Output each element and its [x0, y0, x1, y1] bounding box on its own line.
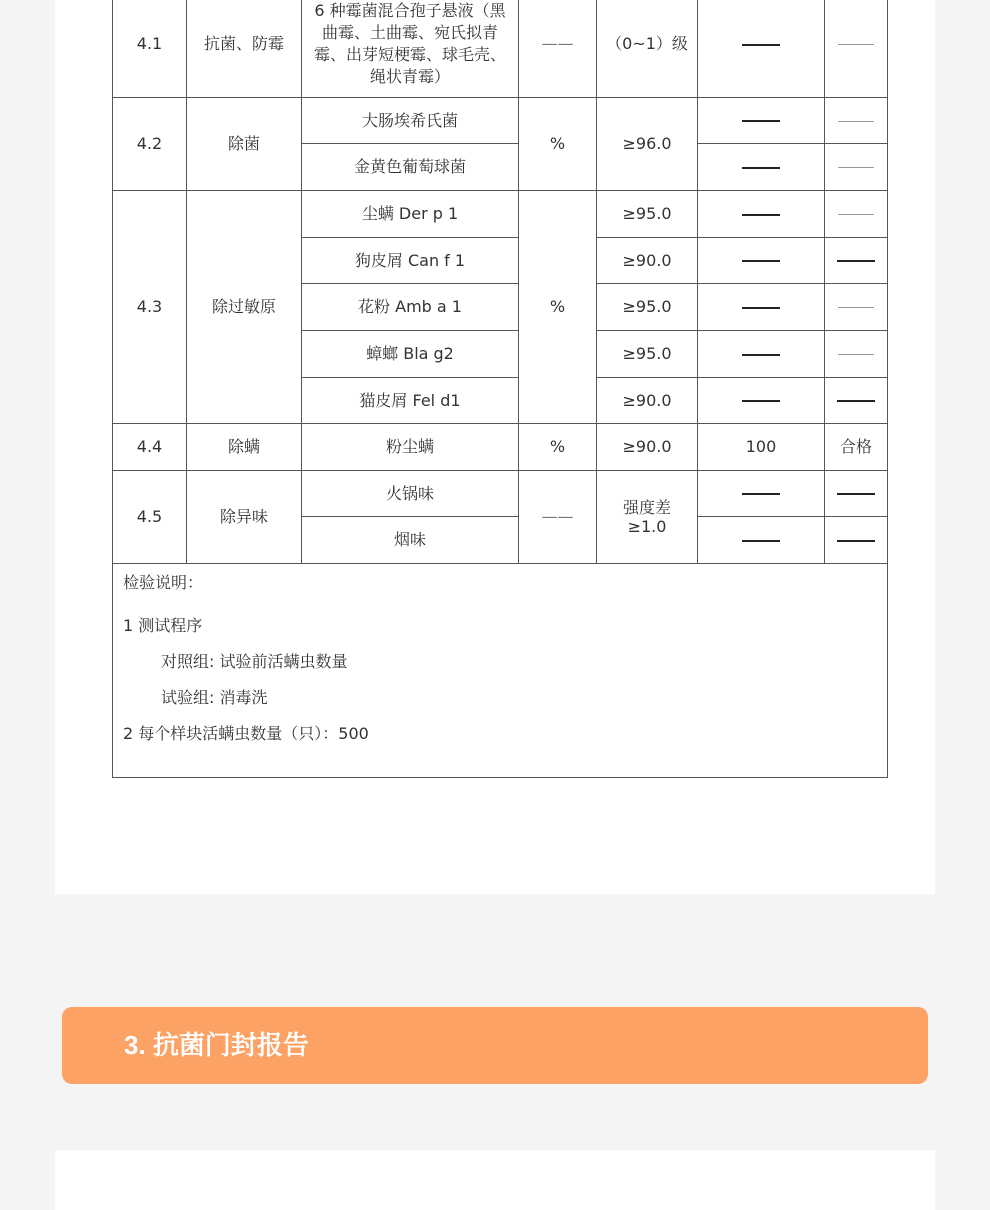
dash-mark	[742, 260, 780, 262]
verdict-cell	[825, 238, 888, 284]
dash-mark	[837, 400, 875, 402]
unit-cell: ——	[519, 0, 597, 98]
dash-mark	[742, 540, 780, 542]
notes-title: 检验说明：	[123, 573, 204, 592]
sample-cell: 大肠埃希氏菌	[302, 98, 519, 144]
result-cell	[698, 471, 825, 517]
sample-cell: 狗皮屑 Can f 1	[302, 238, 519, 284]
dash-mark	[837, 260, 875, 262]
requirement-cell: ≥96.0	[597, 98, 698, 191]
test-results-table	[112, 0, 888, 778]
requirement-cell: ≥95.0	[597, 331, 698, 378]
item-name: 除异味	[187, 471, 302, 564]
item-no: 4.2	[113, 98, 187, 191]
result-cell: 100	[698, 424, 825, 471]
result-cell	[698, 331, 825, 378]
sample-cell: 猫皮屑 Fel d1	[302, 378, 519, 424]
table-row	[113, 191, 888, 238]
inspection-notes	[113, 564, 888, 778]
dash-mark	[837, 540, 875, 542]
item-no: 4.1	[113, 0, 187, 98]
verdict-cell	[825, 471, 888, 517]
result-cell	[698, 191, 825, 238]
item-name: 除过敏原	[187, 191, 302, 424]
notes-row	[113, 564, 888, 778]
requirement-cell: ≥95.0	[597, 284, 698, 331]
verdict-cell	[825, 517, 888, 564]
dash-mark	[742, 307, 780, 309]
result-cell	[698, 238, 825, 284]
verdict-cell	[825, 284, 888, 331]
verdict-cell	[825, 191, 888, 238]
requirement-cell: ≥90.0	[597, 378, 698, 424]
table-row	[113, 471, 888, 517]
item-no: 4.5	[113, 471, 187, 564]
requirement-cell: （0~1）级	[597, 0, 698, 98]
result-cell	[698, 144, 825, 191]
verdict-cell	[825, 331, 888, 378]
dash-mark	[742, 400, 780, 402]
verdict-cell	[825, 144, 888, 191]
section-header	[62, 1007, 928, 1084]
sample-cell: 粉尘螨	[302, 424, 519, 471]
requirement-cell: ≥95.0	[597, 191, 698, 238]
unit-cell: %	[519, 191, 597, 424]
dash-mark	[742, 354, 780, 356]
dash-mark	[742, 493, 780, 495]
sample-cell: 蟑螂 Bla g2	[302, 331, 519, 378]
table-row	[113, 424, 888, 471]
unit-cell: ——	[519, 471, 597, 564]
dash-mark	[838, 44, 874, 45]
item-no: 4.4	[113, 424, 187, 471]
dash-mark	[838, 167, 874, 168]
notes-line: 试验组: 消毒洗	[161, 688, 268, 707]
item-no: 4.3	[113, 191, 187, 424]
result-cell	[698, 284, 825, 331]
section-title: 3. 抗菌门封报告	[124, 1030, 309, 1060]
table-row	[113, 98, 888, 144]
verdict-cell	[825, 0, 888, 98]
unit-cell: %	[519, 424, 597, 471]
sample-cell: 金黄色葡萄球菌	[302, 144, 519, 191]
sample-cell: 花粉 Amb a 1	[302, 284, 519, 331]
dash-mark	[838, 307, 874, 308]
result-cell	[698, 98, 825, 144]
requirement-cell: ≥90.0	[597, 424, 698, 471]
result-cell	[698, 0, 825, 98]
dash-mark	[838, 214, 874, 215]
dash-mark	[742, 214, 780, 216]
dash-mark	[838, 121, 874, 122]
dash-mark	[742, 120, 780, 122]
notes-line: 对照组: 试验前活螨虫数量	[161, 652, 348, 671]
notes-line: 1 测试程序	[123, 616, 203, 635]
notes-line: 2 每个样块活螨虫数量（只）：500	[123, 724, 369, 743]
sample-cell: 尘螨 Der p 1	[302, 191, 519, 238]
sample-cell: 6 种霉菌混合孢子悬液（黑曲霉、土曲霉、宛氏拟青霉、出芽短梗霉、球毛壳、绳状青霉）	[302, 0, 519, 98]
verdict-cell	[825, 98, 888, 144]
report-image-panel	[55, 1150, 935, 1210]
sample-cell: 火锅味	[302, 471, 519, 517]
dash-mark	[837, 493, 875, 495]
dash-mark	[838, 354, 874, 355]
requirement-cell: 强度差≥1.0	[597, 471, 698, 564]
item-name: 除菌	[187, 98, 302, 191]
item-name: 除螨	[187, 424, 302, 471]
table-row	[113, 0, 888, 98]
verdict-cell	[825, 378, 888, 424]
requirement-cell: ≥90.0	[597, 238, 698, 284]
sample-cell: 烟味	[302, 517, 519, 564]
unit-cell: %	[519, 98, 597, 191]
verdict-cell: 合格	[825, 424, 888, 471]
result-cell	[698, 378, 825, 424]
dash-mark	[742, 44, 780, 46]
dash-mark	[742, 167, 780, 169]
item-name: 抗菌、防霉	[187, 0, 302, 98]
result-cell	[698, 517, 825, 564]
